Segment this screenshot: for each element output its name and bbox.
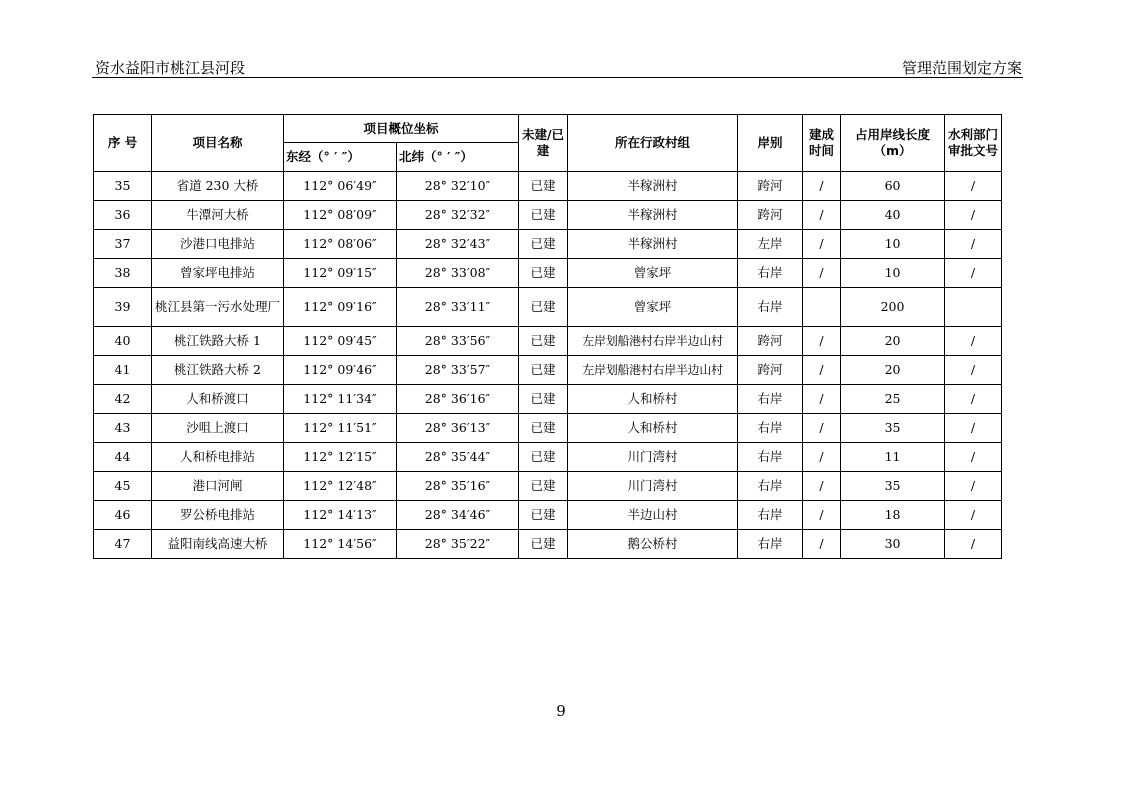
- cell-length: 20: [841, 327, 945, 356]
- cell-approval: /: [945, 530, 1002, 559]
- cell-lat: 28° 33′08″: [397, 259, 519, 288]
- table-row: [94, 501, 1002, 530]
- cell-village: 半稼洲村: [568, 172, 738, 201]
- cell-build-time: /: [803, 501, 841, 530]
- cell-seq: 42: [94, 385, 152, 414]
- cell-status: 已建: [519, 501, 568, 530]
- cell-approval: /: [945, 472, 1002, 501]
- cell-approval: /: [945, 259, 1002, 288]
- cell-bank: 右岸: [738, 288, 803, 327]
- cell-lon: 112° 09′16″: [284, 288, 397, 327]
- cell-bank: 右岸: [738, 414, 803, 443]
- cell-approval: [945, 288, 1002, 327]
- cell-build-time: /: [803, 530, 841, 559]
- cell-seq: 43: [94, 414, 152, 443]
- project-table: [93, 114, 1002, 559]
- cell-lat: 28° 32′32″: [397, 201, 519, 230]
- cell-lat: 28° 35′22″: [397, 530, 519, 559]
- cell-lat: 28° 32′10″: [397, 172, 519, 201]
- cell-bank: 左岸: [738, 230, 803, 259]
- table-row: [94, 530, 1002, 559]
- cell-seq: 38: [94, 259, 152, 288]
- col-header-village: 所在行政村组: [568, 115, 738, 172]
- cell-seq: 40: [94, 327, 152, 356]
- cell-bank: 跨河: [738, 172, 803, 201]
- table-row: [94, 443, 1002, 472]
- cell-lon: 112° 12′15″: [284, 443, 397, 472]
- cell-name: 桃江铁路大桥 1: [152, 327, 284, 356]
- cell-seq: 37: [94, 230, 152, 259]
- cell-seq: 45: [94, 472, 152, 501]
- cell-approval: /: [945, 327, 1002, 356]
- col-header-lon: 东经（° ′ ″）: [284, 143, 397, 172]
- cell-length: 40: [841, 201, 945, 230]
- cell-length: 35: [841, 472, 945, 501]
- table-row: [94, 414, 1002, 443]
- table-row: [94, 201, 1002, 230]
- cell-length: 25: [841, 385, 945, 414]
- cell-approval: /: [945, 501, 1002, 530]
- cell-status: 已建: [519, 327, 568, 356]
- cell-build-time: /: [803, 327, 841, 356]
- table-row: [94, 327, 1002, 356]
- cell-name: 沙港口电排站: [152, 230, 284, 259]
- col-header-length: 占用岸线长度（m）: [841, 115, 945, 172]
- cell-lon: 112° 09′45″: [284, 327, 397, 356]
- cell-village: 曾家坪: [568, 259, 738, 288]
- cell-build-time: /: [803, 259, 841, 288]
- cell-bank: 跨河: [738, 201, 803, 230]
- table-row: [94, 288, 1002, 327]
- cell-lon: 112° 14′56″: [284, 530, 397, 559]
- cell-seq: 44: [94, 443, 152, 472]
- cell-bank: 跨河: [738, 356, 803, 385]
- cell-length: 10: [841, 230, 945, 259]
- cell-status: 已建: [519, 172, 568, 201]
- cell-lon: 112° 11′51″: [284, 414, 397, 443]
- cell-bank: 右岸: [738, 259, 803, 288]
- cell-lon: 112° 11′34″: [284, 385, 397, 414]
- cell-name: 省道 230 大桥: [152, 172, 284, 201]
- cell-name: 沙咀上渡口: [152, 414, 284, 443]
- cell-status: 已建: [519, 288, 568, 327]
- cell-lat: 28° 36′16″: [397, 385, 519, 414]
- cell-length: 10: [841, 259, 945, 288]
- cell-lat: 28° 35′16″: [397, 472, 519, 501]
- cell-build-time: [803, 288, 841, 327]
- cell-name: 桃江铁路大桥 2: [152, 356, 284, 385]
- cell-length: 11: [841, 443, 945, 472]
- col-header-bank: 岸别: [738, 115, 803, 172]
- cell-status: 已建: [519, 230, 568, 259]
- cell-name: 人和桥电排站: [152, 443, 284, 472]
- table-row: [94, 356, 1002, 385]
- cell-length: 30: [841, 530, 945, 559]
- cell-name: 人和桥渡口: [152, 385, 284, 414]
- cell-lon: 112° 09′46″: [284, 356, 397, 385]
- header-divider: [92, 77, 1023, 78]
- table-row: [94, 259, 1002, 288]
- cell-length: 60: [841, 172, 945, 201]
- header-section-title: 管理范围划定方案: [901, 59, 1022, 77]
- cell-status: 已建: [519, 443, 568, 472]
- cell-build-time: /: [803, 356, 841, 385]
- cell-lat: 28° 36′13″: [397, 414, 519, 443]
- cell-seq: 41: [94, 356, 152, 385]
- cell-status: 已建: [519, 414, 568, 443]
- cell-length: 35: [841, 414, 945, 443]
- cell-approval: /: [945, 443, 1002, 472]
- cell-lat: 28° 33′11″: [397, 288, 519, 327]
- cell-village: 人和桥村: [568, 385, 738, 414]
- col-header-name: 项目名称: [152, 115, 284, 172]
- page-number: 9: [556, 702, 566, 720]
- col-header-status: 未建/已建: [519, 115, 568, 172]
- table-row: [94, 172, 1002, 201]
- cell-bank: 右岸: [738, 501, 803, 530]
- cell-approval: /: [945, 356, 1002, 385]
- col-header-approval: 水利部门审批文号: [945, 115, 1002, 172]
- cell-village: 左岸划船港村右岸半边山村: [568, 327, 738, 356]
- cell-name: 益阳南线高速大桥: [152, 530, 284, 559]
- cell-bank: 右岸: [738, 385, 803, 414]
- cell-lat: 28° 35′44″: [397, 443, 519, 472]
- cell-build-time: /: [803, 201, 841, 230]
- cell-name: 曾家坪电排站: [152, 259, 284, 288]
- cell-status: 已建: [519, 201, 568, 230]
- cell-status: 已建: [519, 356, 568, 385]
- cell-bank: 右岸: [738, 530, 803, 559]
- cell-status: 已建: [519, 385, 568, 414]
- cell-lat: 28° 32′43″: [397, 230, 519, 259]
- cell-lon: 112° 14′13″: [284, 501, 397, 530]
- cell-approval: /: [945, 414, 1002, 443]
- cell-village: 半边山村: [568, 501, 738, 530]
- cell-village: 曾家坪: [568, 288, 738, 327]
- col-header-coord-group: 项目概位坐标: [284, 115, 519, 143]
- cell-approval: /: [945, 385, 1002, 414]
- cell-name: 罗公桥电排站: [152, 501, 284, 530]
- cell-approval: /: [945, 172, 1002, 201]
- cell-lon: 112° 08′09″: [284, 201, 397, 230]
- cell-bank: 右岸: [738, 472, 803, 501]
- cell-seq: 47: [94, 530, 152, 559]
- cell-bank: 跨河: [738, 327, 803, 356]
- cell-build-time: /: [803, 443, 841, 472]
- cell-lon: 112° 06′49″: [284, 172, 397, 201]
- col-header-seq: 序 号: [94, 115, 152, 172]
- cell-name: 港口河闸: [152, 472, 284, 501]
- cell-lon: 112° 09′15″: [284, 259, 397, 288]
- cell-length: 18: [841, 501, 945, 530]
- col-header-lat: 北纬（° ′ ″）: [397, 143, 519, 172]
- cell-seq: 39: [94, 288, 152, 327]
- cell-seq: 36: [94, 201, 152, 230]
- cell-name: 桃江县第一污水处理厂: [152, 288, 284, 327]
- cell-village: 半稼洲村: [568, 230, 738, 259]
- cell-length: 200: [841, 288, 945, 327]
- col-header-build-time: 建成时间: [803, 115, 841, 172]
- cell-name: 牛潭河大桥: [152, 201, 284, 230]
- cell-village: 半稼洲村: [568, 201, 738, 230]
- cell-build-time: /: [803, 385, 841, 414]
- cell-approval: /: [945, 230, 1002, 259]
- cell-seq: 35: [94, 172, 152, 201]
- cell-lon: 112° 12′48″: [284, 472, 397, 501]
- cell-village: 人和桥村: [568, 414, 738, 443]
- cell-build-time: /: [803, 414, 841, 443]
- cell-approval: /: [945, 201, 1002, 230]
- table-row: [94, 385, 1002, 414]
- cell-village: 川门湾村: [568, 472, 738, 501]
- table-row: [94, 472, 1002, 501]
- table-row: [94, 230, 1002, 259]
- cell-seq: 46: [94, 501, 152, 530]
- cell-village: 川门湾村: [568, 443, 738, 472]
- cell-lon: 112° 08′06″: [284, 230, 397, 259]
- cell-lat: 28° 34′46″: [397, 501, 519, 530]
- cell-village: 鹅公桥村: [568, 530, 738, 559]
- cell-status: 已建: [519, 530, 568, 559]
- cell-build-time: /: [803, 172, 841, 201]
- cell-length: 20: [841, 356, 945, 385]
- cell-lat: 28° 33′56″: [397, 327, 519, 356]
- cell-village: 左岸划船港村右岸半边山村: [568, 356, 738, 385]
- header-doc-title: 资水益阳市桃江县河段: [95, 59, 246, 77]
- cell-build-time: /: [803, 230, 841, 259]
- cell-bank: 右岸: [738, 443, 803, 472]
- cell-status: 已建: [519, 259, 568, 288]
- cell-build-time: /: [803, 472, 841, 501]
- cell-status: 已建: [519, 472, 568, 501]
- cell-lat: 28° 33′57″: [397, 356, 519, 385]
